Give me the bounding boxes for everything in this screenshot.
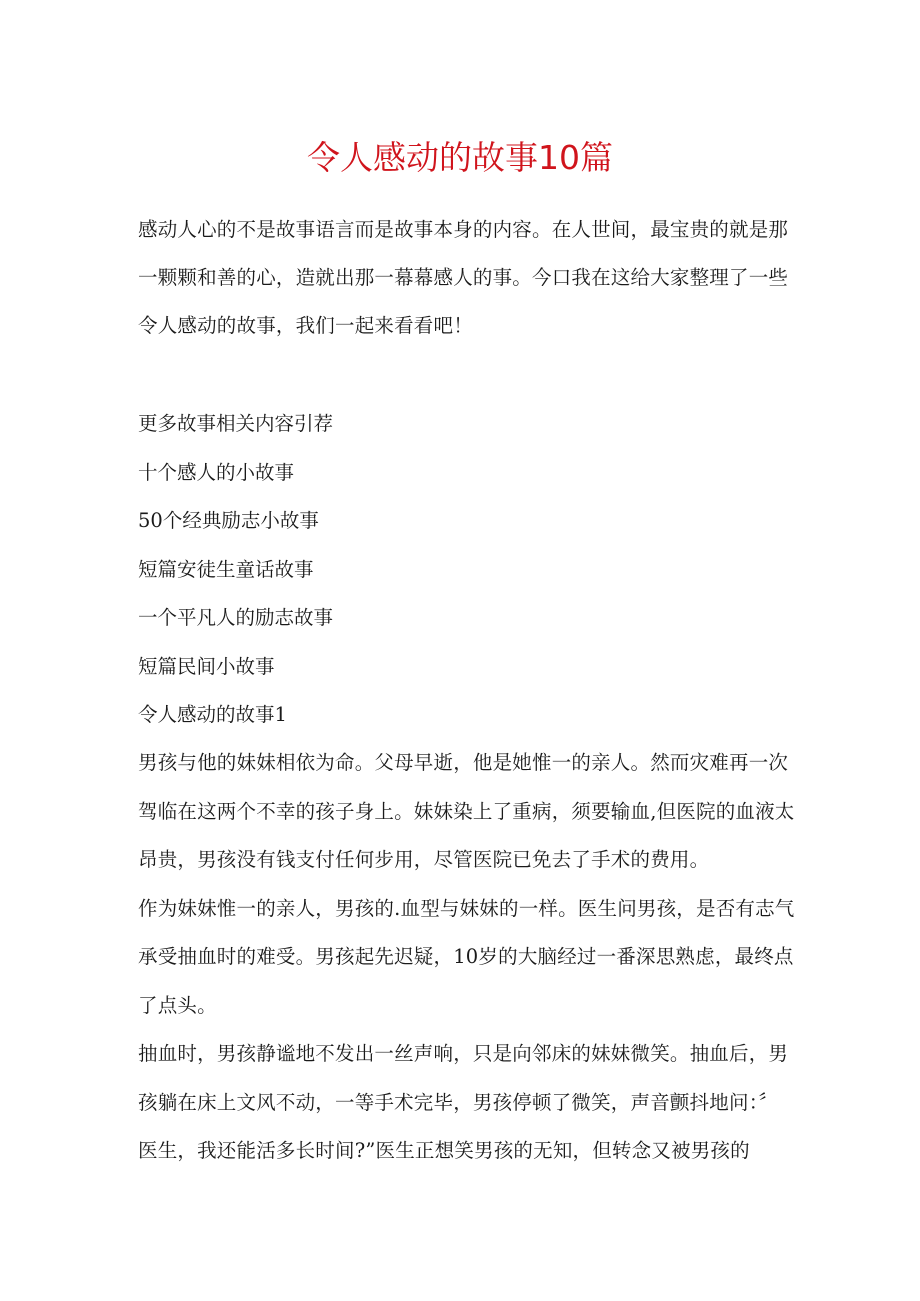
related-link-header: 更多故事相关内容引荐 <box>138 412 334 435</box>
story-body <box>138 739 798 1176</box>
related-link[interactable]: 一个平凡人的励志故事 <box>138 606 334 629</box>
related-link[interactable]: 短篇安徒生童话故事 <box>138 557 314 581</box>
story-heading: 令人感动的故事1 <box>138 703 287 726</box>
related-link[interactable]: 短篇民间小故事 <box>138 654 275 678</box>
related-link[interactable]: 50个经典励志小故事 <box>138 509 319 532</box>
related-link[interactable]: 十个感人的小故事 <box>138 460 295 484</box>
document-title: 令人感动的故事10篇 <box>307 138 613 177</box>
related-links-list <box>138 400 798 740</box>
story-paragraph: 作为妹妹惟一的亲人，男孩的.血型与妹妹的一样。医生问男孩，是否有志气承受抽血时的难受。男孩起先迟疑，10岁的大脑经过一番深思熟虑，最终点了点头。 <box>138 896 795 1017</box>
story-paragraph: 男孩与他的妹妹相依为命。父母早逝，他是她惟一的亲人。然而灾难再一次驾临在这两个不幸的孩子身上。妹妹染上了重病，须要输血,但医院的血液太昂贵，男孩没有钱支付任何步用，尽管医院已免去了手术的费用。 <box>138 751 795 871</box>
story-paragraph: 抽血时，男孩静谧地不发出一丝声响，只是向邻床的妹妹微笑。抽血后，男孩躺在床上文风不动，一等手术完毕，男孩停顿了微笑，声音颤抖地问：〞医生，我还能活多长时间?”医生正想笑男孩的无知，但转念又被男孩的 <box>138 1042 789 1162</box>
intro-paragraph: 感动人心的不是故事语言而是故事本身的内容。在人世间，最宝贵的就是那一颗颗和善的心，造就出那一幕幕感人的事。今口我在这给大家整理了一些令人感动的故事，我们一起来看看吧！ <box>138 218 789 337</box>
